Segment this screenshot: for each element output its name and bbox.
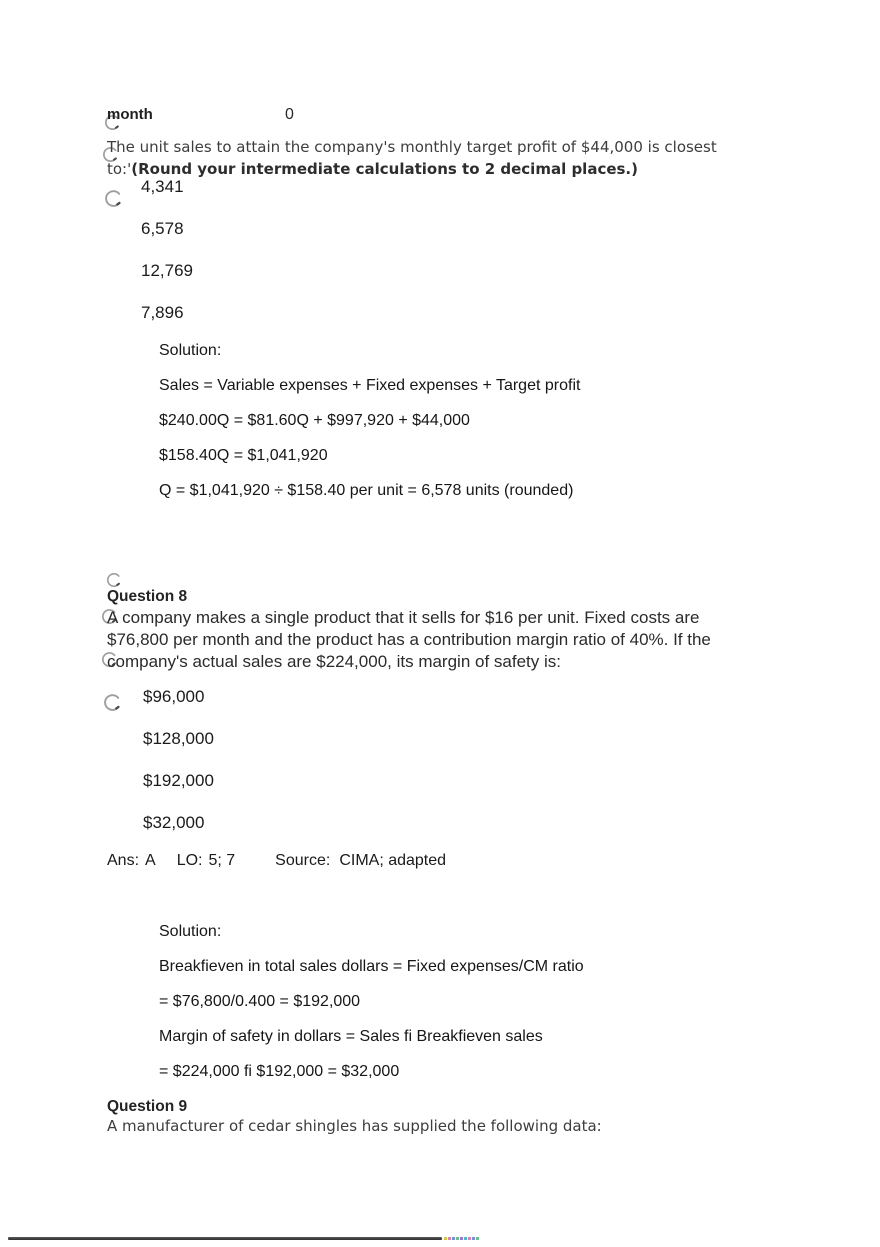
question9-title: Question 9	[107, 1098, 188, 1115]
rule-colored-dashes	[444, 1237, 479, 1240]
question8-title: Question 8	[107, 588, 188, 605]
question8-option-4[interactable]: $32,000	[143, 813, 205, 832]
question8-prompt-line3: company's actual sales are $224,000, its margin of safety is:	[107, 652, 561, 671]
ans-value: A	[145, 852, 156, 869]
solution-line: Breakfieven in total sales dollars = Fixed expenses/CM ratio	[159, 958, 584, 975]
question8-prompt	[107, 607, 787, 673]
question7-option-2[interactable]: 6,578	[141, 219, 184, 238]
question7-prompt-bold: (Round your intermediate calculations to 2 decimal places.)	[131, 160, 638, 178]
radio-artifact-icon[interactable]	[106, 572, 122, 588]
question7-prompt	[107, 136, 787, 180]
question8-prompt-line2: $76,800 per month and the product has a contribution margin ratio of 40%. If the	[107, 630, 711, 649]
question7-option-3[interactable]: 12,769	[141, 261, 193, 280]
page-bottom-rule	[8, 1237, 442, 1240]
question8-option-2[interactable]: $128,000	[143, 729, 214, 748]
question8-prompt-line1: A company makes a single product that it sells for $16 per unit. Fixed costs are	[107, 608, 700, 627]
question8-options	[143, 686, 214, 854]
radio-artifact-icon[interactable]	[104, 189, 123, 208]
question7-solution	[159, 341, 580, 516]
answer-key-line	[107, 852, 446, 870]
question9-prompt: A manufacturer of cedar shingles has supplied the following data:	[107, 1117, 602, 1135]
month-value: 0	[285, 106, 294, 123]
source-value: CIMA; adapted	[339, 852, 447, 869]
question8-option-3[interactable]: $192,000	[143, 771, 214, 790]
solution-line: Q = $1,041,920 ÷ $158.40 per unit = 6,578 units (rounded)	[159, 482, 574, 499]
solution-line: $240.00Q = $81.60Q + $997,920 + $44,000	[159, 412, 470, 429]
ans-label: Ans:	[107, 852, 140, 869]
source-label: Source:	[275, 852, 331, 869]
solution-line: Margin of safety in dollars = Sales fi Breakfieven sales	[159, 1028, 543, 1045]
question7-prompt-line2: to:'(Round your intermediate calculations to 2 decimal places.)	[107, 160, 638, 178]
question8-option-1[interactable]: $96,000	[143, 687, 205, 706]
question8-solution	[159, 922, 584, 1097]
question7-option-4[interactable]: 7,896	[141, 303, 184, 322]
question7-options	[141, 176, 193, 344]
solution-line: = $224,000 fi $192,000 = $32,000	[159, 1063, 400, 1080]
question7-option-1[interactable]: 4,341	[141, 177, 184, 196]
question7-prompt-line1: The unit sales to attain the company's monthly target profit of $44,000 is closest	[107, 138, 717, 156]
table-remnant-row	[107, 106, 507, 124]
solution-label: Solution:	[159, 923, 222, 940]
solution-line: = $76,800/0.400 = $192,000	[159, 993, 361, 1010]
lo-value: 5; 7	[208, 852, 236, 869]
solution-label: Solution:	[159, 342, 222, 359]
solution-line: Sales = Variable expenses + Fixed expenses + Target profit	[159, 377, 581, 394]
solution-line: $158.40Q = $1,041,920	[159, 447, 328, 464]
radio-artifact-icon[interactable]	[103, 693, 122, 712]
month-label: month	[107, 106, 153, 123]
lo-label: LO:	[176, 852, 203, 869]
